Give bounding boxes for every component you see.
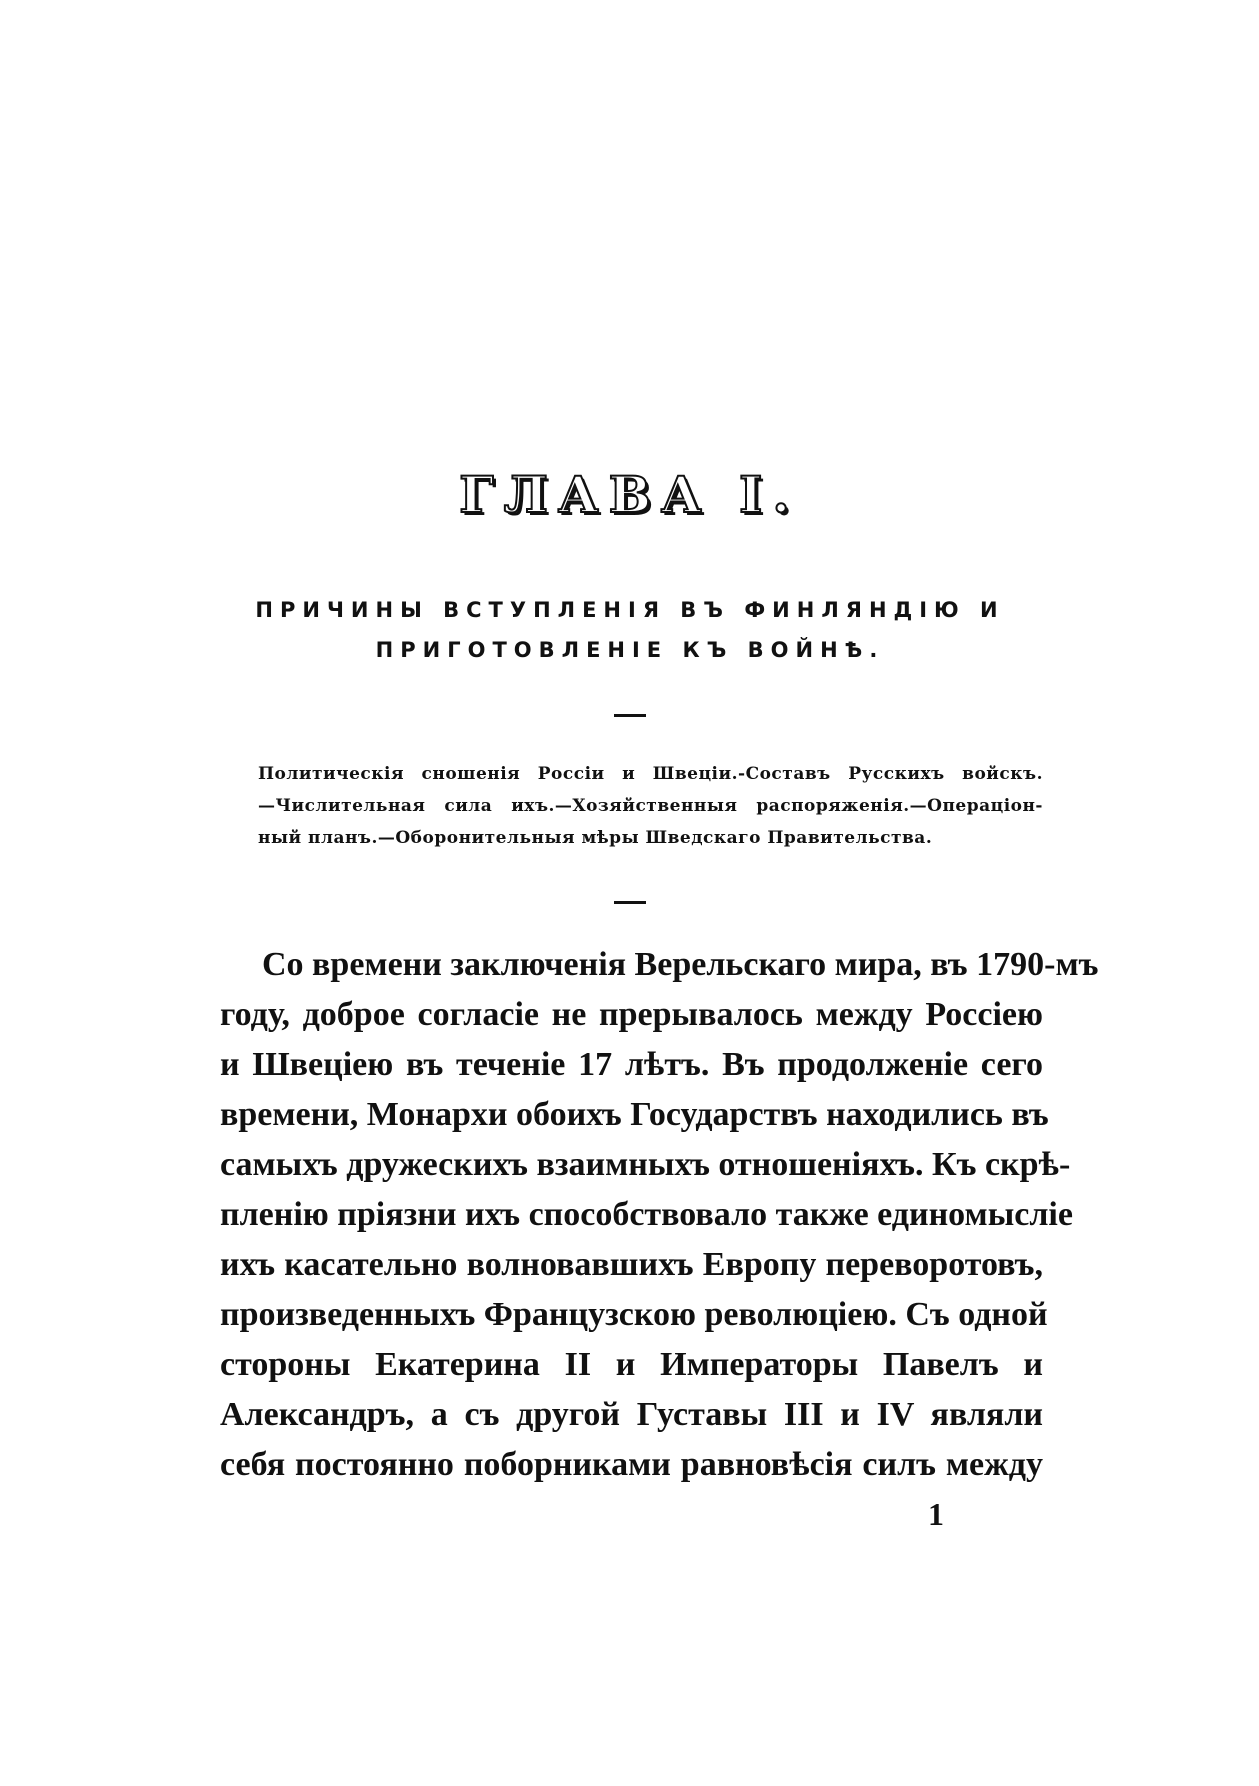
body-line: времени, Монархи обоихъ Государствъ находились въ	[220, 1096, 1049, 1133]
summary-line: —Числительная сила ихъ.—Хозяйственныя распоряженія.—Операціон-	[258, 796, 1043, 816]
chapter-title: ГЛАВА I.	[459, 465, 800, 524]
chapter-subtitle	[230, 590, 1030, 670]
body-paragraph	[220, 940, 1099, 1490]
body-line: году, доброе согласіе не прерывалось между Россіею	[220, 996, 1043, 1033]
summary-line: ный планъ.—Оборонительныя мѣры Шведскаго Правительства.	[258, 828, 933, 848]
body-line: произведенныхъ Французскою революціею. Съ одной	[220, 1296, 1048, 1333]
chapter-subtitle-line: ПРИЧИНЫ ВСТУПЛЕНІЯ ВЪ ФИНЛЯНДІЮ И	[255, 598, 1005, 622]
body-line: стороны Екатерина II и Императоры Павелъ и	[220, 1346, 1043, 1383]
body-line: Александръ, а съ другой Густавы III и IV являли	[220, 1396, 1043, 1433]
summary-line: Политическія сношенія Россіи и Швеціи.-Составъ Русскихъ войскъ.	[258, 764, 1043, 784]
chapter-summary	[258, 758, 1043, 854]
chapter-subtitle-line: ПРИГОТОВЛЕНІЕ КЪ ВОЙНѢ.	[375, 638, 885, 662]
page-number: 1	[928, 1496, 944, 1532]
body-line: Со времени заключенія Верельскаго мира, въ 1790-мъ	[262, 946, 1099, 983]
body-line: и Швеціею въ теченіе 17 лѣтъ. Въ продолженіе сего	[220, 1046, 1043, 1083]
body-line: ихъ касательно волновавшихъ Европу переворотовъ,	[220, 1246, 1043, 1283]
section-divider	[614, 901, 646, 904]
section-divider	[614, 714, 646, 717]
body-line: себя постоянно поборниками равновѣсія силъ между	[220, 1446, 1043, 1483]
body-line: пленію пріязни ихъ способствовало также единомысліе	[220, 1196, 1073, 1233]
body-line: самыхъ дружескихъ взаимныхъ отношеніяхъ. Къ скрѣ-	[220, 1146, 1071, 1183]
